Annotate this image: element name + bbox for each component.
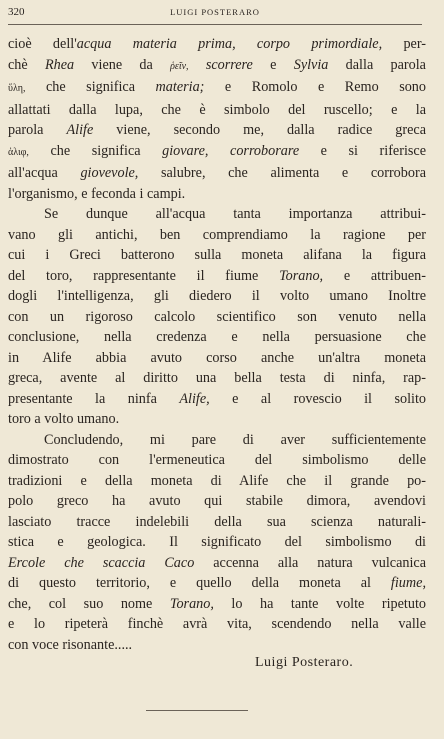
- body-text: [8, 34, 426, 655]
- running-head: LUIGI POSTERARO: [170, 7, 260, 17]
- text-line: di questo territorio, e quello della moneta al fiume,: [8, 575, 426, 591]
- paragraph-1: [8, 34, 426, 204]
- text-line: Se dunque all'acqua tanta importanza attribui-: [44, 206, 426, 222]
- text-line: che, col suo nome Torano, lo ha tante volte ripetuto: [8, 595, 426, 612]
- text-line: con voce risonante.....: [8, 636, 133, 653]
- text-line: parola Alife viene, secondo me, dalla radice greca: [8, 122, 427, 138]
- header-rule: [8, 24, 422, 25]
- text-line: all'acqua giovevole, salubre, che alimenta e corrobora: [8, 165, 426, 181]
- text-line: allattati dalla lupa, che è simbolo del ruscello; e la: [8, 101, 426, 118]
- text-line: l'organismo, e feconda i campi.: [8, 185, 186, 202]
- text-line: greca, avente al diritto una bella testa di ninfa, rap-: [8, 370, 426, 386]
- text-line: toro a volto umano.: [8, 411, 120, 427]
- text-line: in Alife abbia avuto corso anche un'altra moneta: [8, 349, 426, 366]
- text-line: lasciato tracce indelebili della sua scienza naturali-: [8, 513, 426, 530]
- text-line: Concludendo, mi pare di aver sufficientemente: [44, 431, 426, 448]
- closing-rule: [146, 710, 248, 711]
- text-line: chè Rhea viene da ῥεῖν, scorrere e Sylvia dalla parola: [8, 56, 426, 73]
- text-line: con un rigoroso calcolo scientifico son venuto nella: [8, 308, 426, 325]
- text-line: conclusione, nella credenza e nella persuasione che: [8, 329, 426, 345]
- text-line: Ercole che scaccia Caco accenna alla natura vulcanica: [8, 554, 427, 571]
- text-line: tradizioni e della moneta di Alife che il grande po-: [8, 472, 426, 489]
- page-header: [8, 6, 422, 20]
- paragraph-2: [8, 204, 426, 430]
- text-line: e lo ripeterà finchè avrà vita, scendendo nella valle: [8, 616, 426, 632]
- text-line: presentante la ninfa Alife, e al rovescio il solito: [8, 390, 426, 407]
- text-line: polo greco ha avuto qui stabile dimora, avendovi: [8, 493, 426, 509]
- text-line: vano gli antichi, ben comprendiamo la ragione per: [8, 226, 426, 243]
- text-line: ὕλη, che significa materia; e Romolo e Remo sono: [8, 79, 426, 95]
- paragraph-3: [8, 430, 426, 656]
- text-line: stica e geologica. Il significato del simbolismo di: [8, 534, 426, 550]
- text-line: ἀλιφ, che significa giovare, corroborare e si riferisce: [8, 142, 426, 159]
- text-line: dimostrato con l'ermeneutica del simbolismo delle: [8, 452, 426, 468]
- author-signature: Luigi Posteraro.: [255, 655, 354, 670]
- text-line: del toro, rappresentante il fiume Torano, e attribuen-: [8, 267, 426, 284]
- text-line: cui i Greci batterono sulla moneta alifana la figura: [8, 247, 426, 263]
- text-line: dogli l'intelligenza, gli diedero il volto umano Inoltre: [8, 288, 426, 304]
- text-line: cioè dell'acqua materia prima, corpo primordiale, per-: [8, 36, 426, 52]
- page-number: 320: [8, 6, 25, 18]
